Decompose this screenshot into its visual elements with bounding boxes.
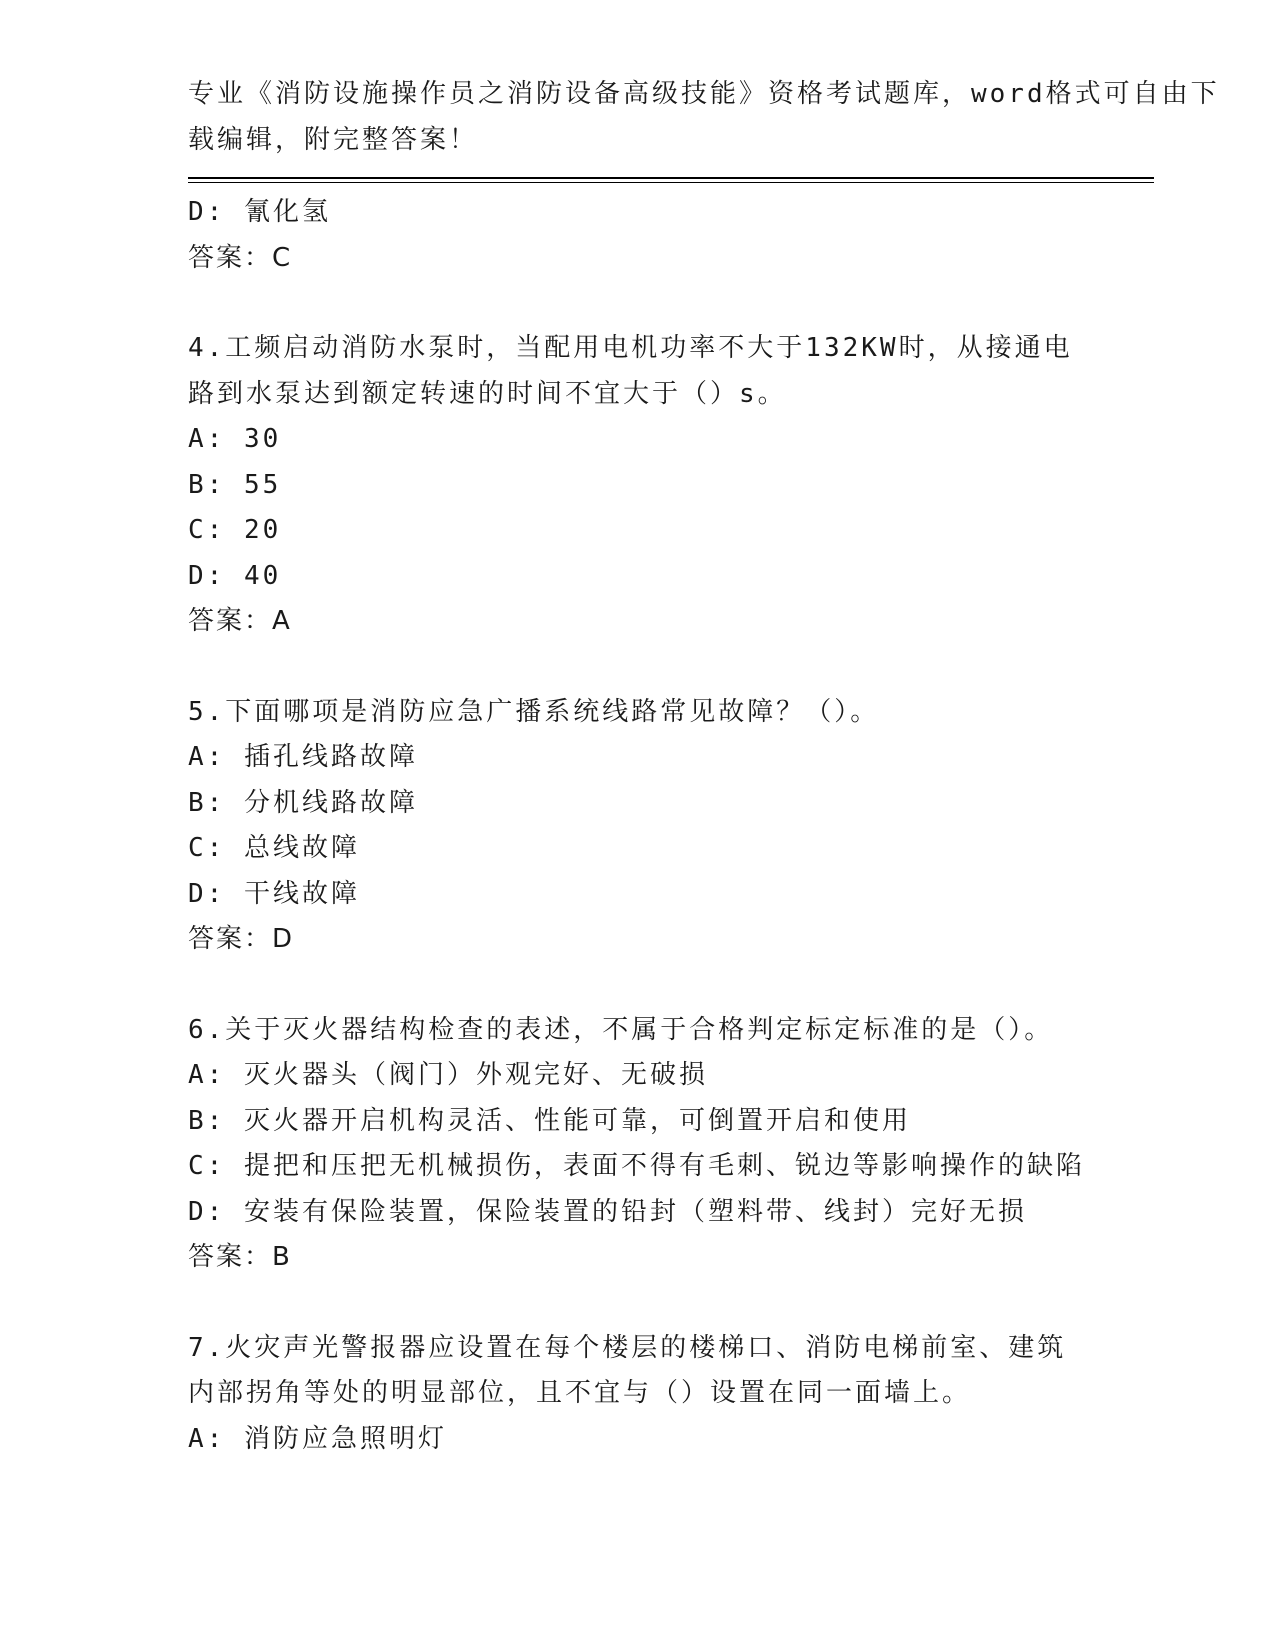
option-a: A: 插孔线路故障 — [188, 742, 418, 772]
question-block-3 — [188, 190, 1088, 281]
header-divider-thin — [188, 182, 1154, 183]
option-d: D: 干线故障 — [188, 878, 360, 909]
document-header-note — [188, 72, 1220, 163]
option-a: A: 消防应急照明灯 — [188, 1423, 447, 1454]
answer-line: 答案：B — [188, 1242, 292, 1272]
header-line-2: 载编辑，附完整答案！ — [188, 124, 479, 155]
question-text-line-2: 内部拐角等处的明显部位，且不宜与（）设置在同一面墙上。 — [188, 1378, 972, 1408]
option-b: B: 分机线路故障 — [188, 787, 418, 818]
answer-line: 答案：D — [188, 924, 295, 954]
option-d: D: 安装有保险装置，保险装置的铅封（塑料带、线封）完好无损 — [188, 1196, 1027, 1227]
header-divider-thick — [188, 177, 1154, 179]
question-block-4 — [188, 326, 1088, 645]
question-list — [188, 190, 1088, 1462]
option-a: A: 30 — [188, 424, 282, 454]
question-block-6 — [188, 1008, 1088, 1281]
answer-line: 答案：A — [188, 606, 292, 636]
option-b: B: 55 — [188, 469, 282, 500]
option-d: D: 40 — [188, 560, 282, 591]
question-text-line-1: 4.工频启动消防水泵时，当配用电机功率不大于132KW时，从接通电 — [188, 333, 1073, 363]
answer-line: 答案：C — [188, 242, 293, 273]
option-c: C: 提把和压把无机械损伤，表面不得有毛刺、锐边等影响操作的缺陷 — [188, 1151, 1085, 1181]
option-b: B: 灭火器开启机构灵活、性能可靠，可倒置开启和使用 — [188, 1105, 911, 1136]
question-text-line-2: 路到水泵达到额定转速的时间不宜大于（）s。 — [188, 378, 787, 409]
question-text-line-1: 6.关于灭火器结构检查的表述，不属于合格判定标定标准的是（）。 — [188, 1014, 1054, 1045]
question-text-line-1: 5.下面哪项是消防应急广播系统线路常见故障？（）。 — [188, 696, 880, 727]
option-a: A: 灭火器头（阀门）外观完好、无破损 — [188, 1060, 708, 1090]
option-c: C: 总线故障 — [188, 833, 360, 863]
header-line-1: 专业《消防设施操作员之消防设备高级技能》资格考试题库，word格式可自由下 — [188, 79, 1220, 109]
question-block-5 — [188, 690, 1088, 963]
question-block-7 — [188, 1326, 1088, 1463]
option-d: D: 氰化氢 — [188, 197, 331, 227]
question-text-line-1: 7.火灾声光警报器应设置在每个楼层的楼梯口、消防电梯前室、建筑 — [188, 1332, 1067, 1363]
option-c: C: 20 — [188, 515, 282, 545]
